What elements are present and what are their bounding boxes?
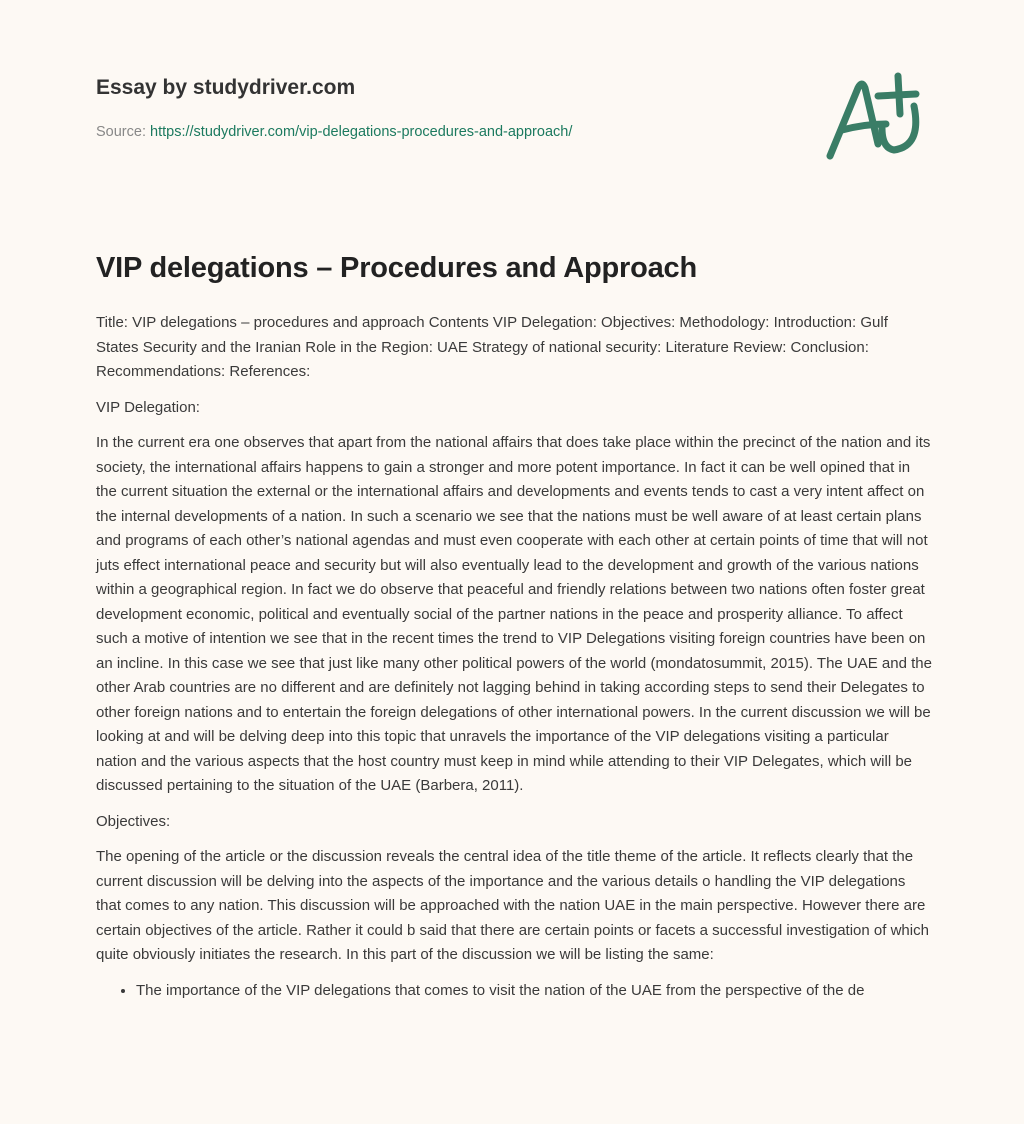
article-body [96,311,932,1003]
objectives-list [96,979,932,1004]
list-item: • The importance of the VIP delegations that comes to visit the nation of the UAE from the perspective of the de [136,979,932,1004]
site-title: Essay by studydriver.com [96,76,356,99]
a-plus-logo-icon [820,66,930,166]
source-line [96,124,572,140]
article-title: VIP delegations – Procedures and Approach [96,252,697,284]
section-heading-vip-delegation: VIP Delegation: [96,398,200,416]
body-paragraph: In the current era one observes that apart from the national affairs that does take place within the precinct of the nation and its society, the international affairs happens to gain a stronger and more potent importance. In fact it can be well opined that in the current situation the external or the international affairs and developments and events tends to cast a very intent affect on the internal developments of a nation. In such a scenario we see that the nations must be well aware of at least certain plans and programs of each other’s national agendas and must even cooperate with each other at certain points of time that will not juts effect international peace and security but will also eventually lead to the development and growth of the various nations within a geographical region. In fact we do observe that peaceful and friendly relations between two nations often foster great development economic, political and eventually social of the partner nations in the peace and prosperity alliance. To affect such a motive of intention we see that in the recent times the trend to VIP Delegations visiting foreign countries have been on an incline. In this case we see that just like many other political powers of the world (mondatosummit, 2015). The UAE and the other Arab countries are no different and are definitely not lagging behind in taking according steps to send their Delegates to other foreign nations and to entertain the foreign delegations of other international powers. In the current discussion we will be looking at and will be delving deep into this topic that unravels the importance of the VIP delegations visiting a particular nation and the various aspects that the host country must keep in mind while attending to their VIP Delegates, which will be discussed pertaining to the situation of the UAE (Barbera, 2011). [96,434,932,794]
section-heading-objectives: Objectives: [96,812,171,830]
contents-paragraph: Title: VIP delegations – procedures and approach Contents VIP Delegation: Objectives: Methodology: Introduction: Gulf States Security and the Iranian Role in the Region: UAE Strategy of national security: Literature Review: Conclusion: Recommendations: References: [96,314,888,380]
body-paragraph: The opening of the article or the discussion reveals the central idea of the title theme of the article. It reflects clearly that the current discussion will be delving into the aspects of the importance and the various details o handling the VIP delegations that comes to any nation. This discussion will be approached with the nation UAE in the main perspective. However there are certain objectives of the article. Rather it could b said that there are certain points or facets a successful investigation of which quite obviously initiates the research. In this part of the discussion we will be listing the same: [96,848,929,963]
source-label: Source: [96,124,146,140]
source-link[interactable]: https://studydriver.com/vip-delegations-procedures-and-approach/ [150,124,573,140]
